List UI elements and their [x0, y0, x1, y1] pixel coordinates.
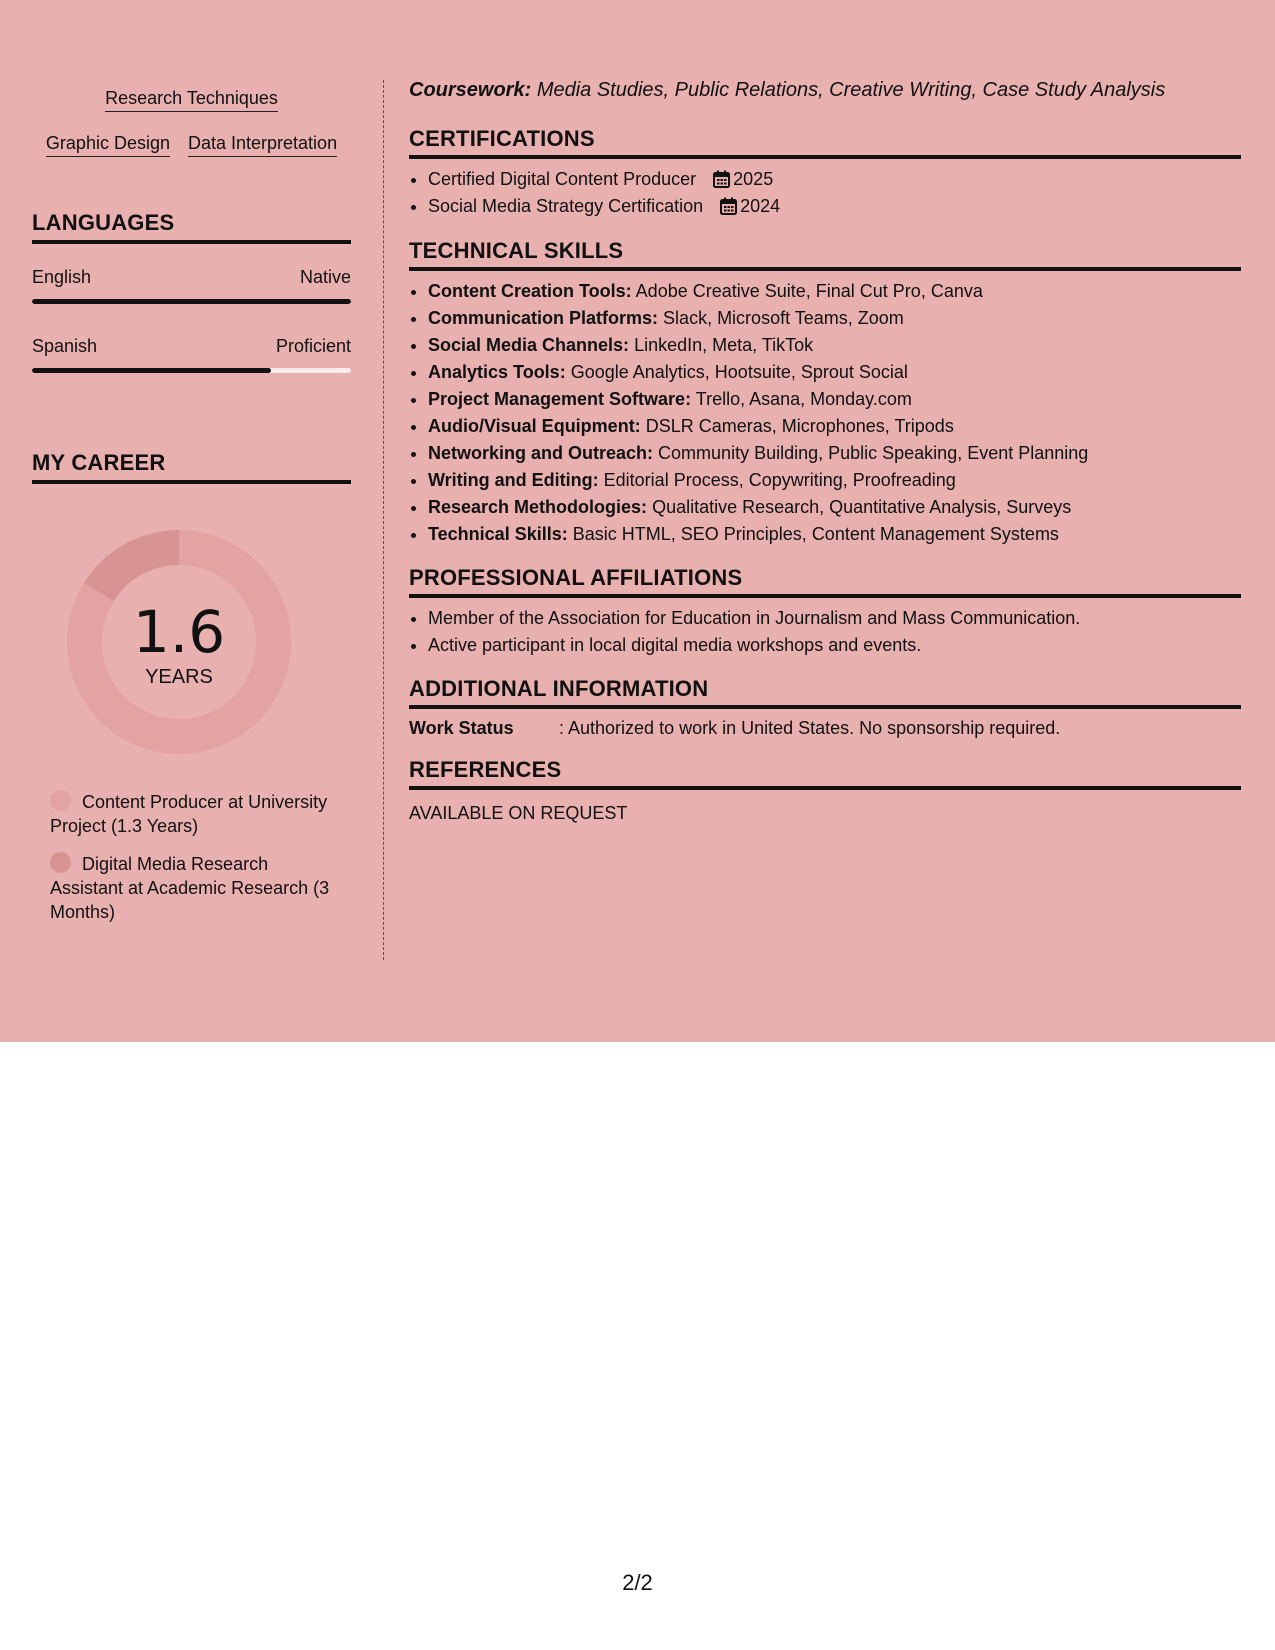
certification-name: Certified Digital Content Producer: [428, 169, 697, 189]
affiliations-heading: PROFESSIONAL AFFILIATIONS: [409, 565, 1241, 598]
technical-skill-label: Writing and Editing:: [428, 470, 599, 490]
references-heading: REFERENCES: [409, 757, 1241, 790]
skill-tag: Graphic Design: [46, 133, 170, 157]
work-status-row: [409, 718, 1060, 739]
technical-skill-value: Adobe Creative Suite, Final Cut Pro, Canva: [635, 281, 983, 301]
certification-year: 2024: [740, 196, 781, 216]
affiliation-item: • Member of the Association for Education in Journalism and Mass Communication.: [428, 605, 1248, 632]
technical-skill-value: Basic HTML, SEO Principles, Content Management Systems: [572, 524, 1059, 544]
language-bar-fill: [32, 368, 271, 373]
technical-skill-item: [428, 467, 1248, 494]
skills-tags-row-2: [32, 133, 351, 157]
legend-dot: [50, 852, 71, 873]
page-number: 2/2: [622, 1570, 653, 1595]
languages-heading: LANGUAGES: [32, 210, 351, 244]
technical-skill-item: [428, 494, 1248, 521]
column-divider: [383, 80, 384, 960]
certifications-heading: CERTIFICATIONS: [409, 126, 1241, 159]
technical-skill-item: [428, 386, 1248, 413]
additional-info-heading: ADDITIONAL INFORMATION: [409, 676, 1241, 709]
calendar-icon: [720, 197, 737, 215]
career-total-unit: YEARS: [145, 666, 213, 688]
career-legend-item: [50, 790, 330, 838]
work-status-value: : Authorized to work in United States. No sponsorship required.: [559, 718, 1061, 738]
legend-label: Content Producer at University Project (1.3 Years): [50, 792, 328, 836]
legend-dot: [50, 790, 71, 811]
technical-skills-list: [409, 278, 1248, 548]
skill-tag: Research Techniques: [105, 88, 278, 112]
language-bar-spanish: [32, 368, 351, 373]
career-heading: MY CAREER: [32, 450, 351, 484]
language-bar-english: [32, 299, 351, 304]
technical-skill-item: [428, 440, 1248, 467]
technical-skill-label: Technical Skills:: [428, 524, 568, 544]
language-row-english: [32, 267, 351, 288]
technical-skill-value: Editorial Process, Copywriting, Proofreading: [603, 470, 956, 490]
skill-tag: Data Interpretation: [188, 133, 337, 157]
technical-skill-item: [428, 521, 1248, 548]
language-row-spanish: [32, 336, 351, 357]
technical-skill-value: Community Building, Public Speaking, Event Planning: [658, 443, 1089, 463]
certification-name: Social Media Strategy Certification: [428, 196, 704, 216]
technical-skill-value: Slack, Microsoft Teams, Zoom: [663, 308, 904, 328]
references-text: AVAILABLE ON REQUEST: [409, 803, 628, 823]
certifications-list: [409, 166, 1248, 220]
language-name: English: [32, 267, 92, 287]
language-level: Proficient: [275, 336, 351, 356]
coursework-line: [409, 79, 1165, 102]
technical-skill-label: Audio/Visual Equipment:: [428, 416, 641, 436]
career-total-years: 1.6: [132, 598, 226, 666]
technical-skill-item: [428, 278, 1248, 305]
language-name: Spanish: [32, 336, 98, 356]
technical-skill-value: Google Analytics, Hootsuite, Sprout Social: [570, 362, 908, 382]
certification-year: 2025: [733, 169, 774, 189]
technical-skill-value: LinkedIn, Meta, TikTok: [634, 335, 814, 355]
technical-skill-label: Analytics Tools:: [428, 362, 566, 382]
technical-skill-item: [428, 305, 1248, 332]
technical-skill-value: Qualitative Research, Quantitative Analysis, Surveys: [652, 497, 1072, 517]
technical-skill-label: Networking and Outreach:: [428, 443, 654, 463]
technical-skill-label: Social Media Channels:: [428, 335, 630, 355]
skills-tags-row-1: [32, 88, 351, 112]
affiliations-list: [409, 605, 1248, 659]
legend-label: Digital Media Research Assistant at Academic Research (3 Months): [50, 854, 330, 922]
technical-skill-label: Communication Platforms:: [428, 308, 659, 328]
calendar-icon: [713, 170, 730, 188]
technical-skill-label: Project Management Software:: [428, 389, 692, 409]
career-legend-item: [50, 852, 330, 924]
language-bar-fill: [32, 299, 351, 304]
coursework-label: Coursework:: [409, 79, 532, 101]
certification-item: [428, 193, 1248, 220]
technical-skill-label: Content Creation Tools:: [428, 281, 632, 301]
coursework-text: Media Studies, Public Relations, Creative Writing, Case Study Analysis: [536, 79, 1166, 101]
technical-skill-label: Research Methodologies:: [428, 497, 648, 517]
technical-skill-value: Trello, Asana, Monday.com: [695, 389, 912, 409]
certification-item: [428, 166, 1248, 193]
work-status-label: Work Status: [409, 718, 514, 738]
technical-skill-item: [428, 413, 1248, 440]
technical-skills-heading: TECHNICAL SKILLS: [409, 238, 1241, 271]
affiliation-item: • Active participant in local digital media workshops and events.: [428, 632, 1248, 659]
language-level: Native: [299, 267, 351, 287]
career-donut-label: [67, 530, 291, 754]
technical-skill-item: [428, 359, 1248, 386]
technical-skill-item: [428, 332, 1248, 359]
technical-skill-value: DSLR Cameras, Microphones, Tripods: [645, 416, 954, 436]
